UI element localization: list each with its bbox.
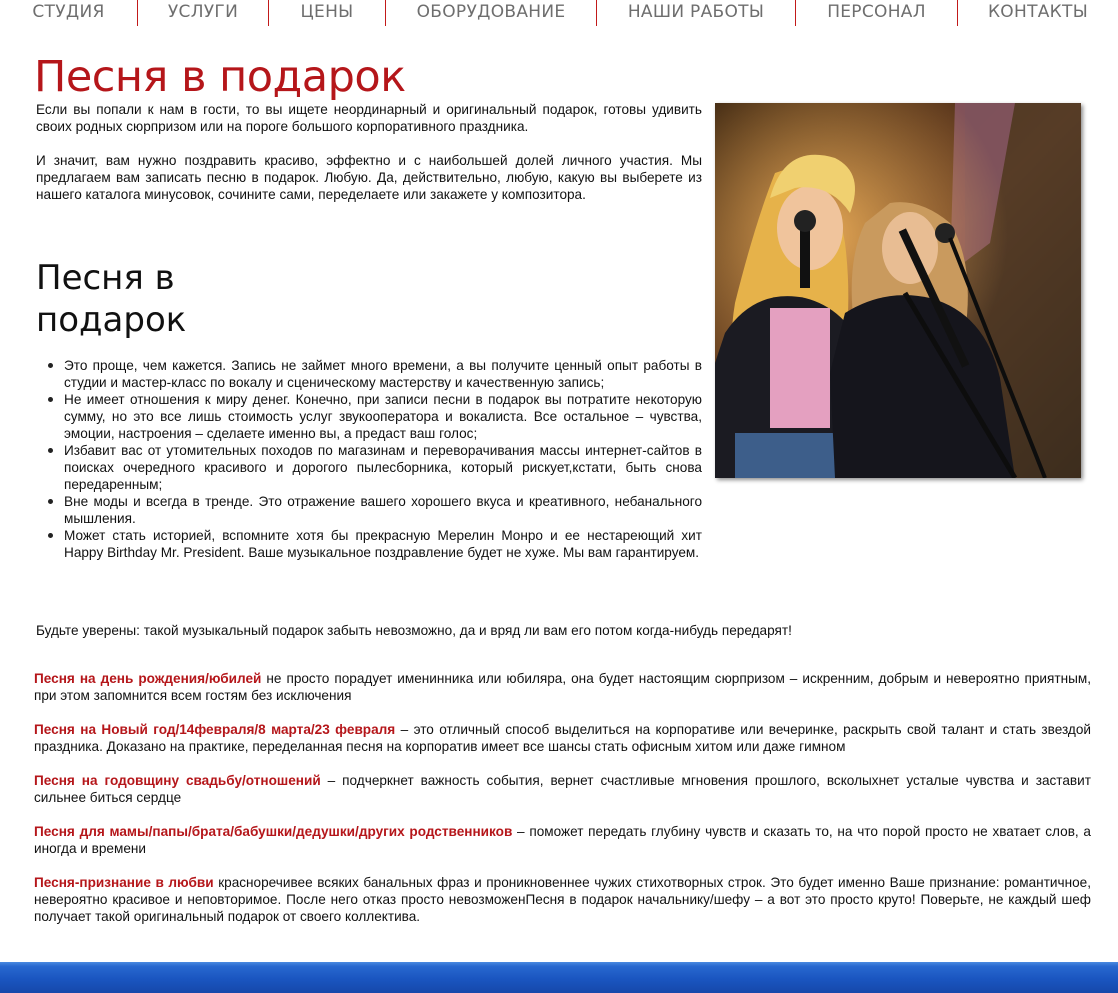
occasion-text: не просто порадует именинника или юбиляра, она будет настоящим сюрпризом – искренним, добрым и невероятно приятным, при этом запомнится всем гостям без исключения xyxy=(34,671,1091,703)
occasion-paragraph xyxy=(34,721,1091,755)
assurance-text: Будьте уверены: такой музыкальный подарок забыть невозможно, да и вряд ли вам его потом когда-нибудь передарят! xyxy=(36,623,792,638)
intro-text xyxy=(36,101,702,203)
occasion-paragraph xyxy=(34,670,1091,704)
list-item: Может стать историей, вспомните хотя бы прекрасную Мерелин Монро и ее нестареющий хит Happy Birthday Mr. President. Ваше музыкальное поздравление будет не хуже. Мы вам гарантируем. xyxy=(64,528,702,560)
main-nav xyxy=(0,0,1118,26)
nav-item-studio[interactable]: СТУДИЯ xyxy=(32,2,105,22)
nav-item-prices[interactable]: ЦЕНЫ xyxy=(300,2,354,22)
occasion-text: – подчеркнет важность события, вернет счастливые мгновения прошлого, всколыхнет усталые чувства и заставит сильнее биться сердце xyxy=(34,773,1091,805)
list-item: Это проще, чем кажется. Запись не займет много времени, а вы получите ценный опыт работы в студии и мастер-класс по вокалу и сценическому мастерству и качественную запись; xyxy=(64,358,702,390)
occasion-paragraph xyxy=(34,772,1091,806)
singers-photo xyxy=(715,103,1081,478)
occasion-paragraph xyxy=(34,823,1091,857)
occasion-text: – поможет передать глубину чувств и сказать то, на что порой просто не хватает слов, а иногда и времени xyxy=(34,824,1091,856)
occasion-text: – это отличный способ выделиться на корпоративе или вечеринке, раскрыть свой талант и стать звездой праздника. Доказано на практике, переделанная песня на корпоратив имеет все шансы стать офисным хитом или даже гимном xyxy=(34,722,1091,754)
occasion-highlight: Песня-признание в любви xyxy=(34,875,214,890)
list-item: Не имеет отношения к миру денег. Конечно, при записи песни в подарок вы потратите некоторую сумму, но это все лишь стоимость услуг звукооператора и вокалиста. Все остальное – чувства, эмоции, настроения – сделаете именно вы, а предаст ваш голос; xyxy=(64,392,702,441)
section-subtitle-text: Песня в подарок xyxy=(36,258,187,340)
benefits-list xyxy=(64,357,702,561)
nav-item-portfolio[interactable]: НАШИ РАБОТЫ xyxy=(627,2,765,22)
occasion-highlight: Песня для мамы/папы/брата/бабушки/дедушки/других родственников xyxy=(34,824,513,839)
intro-paragraph: И значит, вам нужно поздравить красиво, эффектно и с наибольшей долей личного участия. Мы предлагаем вам записать песню в подарок. Любую. Да, действительно, любую, какую вы выберете из нашего каталога минусовок, сочините сами, переделаете или закажете у композитора. xyxy=(36,153,702,202)
intro-paragraph: Если вы попали к нам в гости, то вы ищете неординарный и оригинальный подарок, готовы удивить своих родных сюрпризом или на пороге большого корпоративного праздника. xyxy=(36,102,702,134)
section-subtitle xyxy=(36,257,206,341)
occasion-highlight: Песня на Новый год/14февраля/8 марта/23 февраля xyxy=(34,722,396,737)
occasion-text: красноречивее всяких банальных фраз и проникновеннее чужих стихотворных строк. Это будет именно Ваше признание: романтичное, невероятно красивое и неповторимое. После него отказ просто невозможенПесня в подарок начальнику/шефу – а вот это просто круто! Поверьте, не каждый шеф получает такой оригинальный подарок от своего коллектива. xyxy=(34,875,1091,924)
list-item: Вне моды и всегда в тренде. Это отражение вашего хорошего вкуса и креативного, небанального мышления. xyxy=(64,494,702,526)
nav-item-equipment[interactable]: ОБОРУДОВАНИЕ xyxy=(416,2,566,22)
footer-bar xyxy=(0,962,1118,993)
occasions-section xyxy=(34,670,1091,942)
page-title: Песня в подарок xyxy=(34,52,406,102)
singers-photo-illustration xyxy=(715,103,1081,478)
nav-item-services[interactable]: УСЛУГИ xyxy=(167,2,239,22)
occasion-paragraph xyxy=(34,874,1091,925)
occasion-highlight: Песня на день рождения/юбилей xyxy=(34,671,262,686)
nav-item-staff[interactable]: ПЕРСОНАЛ xyxy=(827,2,926,22)
list-item: Избавит вас от утомительных походов по магазинам и переворачивания массы интернет-сайтов в поисках очередного красивого и дорогого пылесборника, который рискует,кстати, быть снова передаренным; xyxy=(64,443,702,492)
nav-item-contacts[interactable]: КОНТАКТЫ xyxy=(987,2,1089,22)
occasion-highlight: Песня на годовщину свадьбу/отношений xyxy=(34,773,321,788)
